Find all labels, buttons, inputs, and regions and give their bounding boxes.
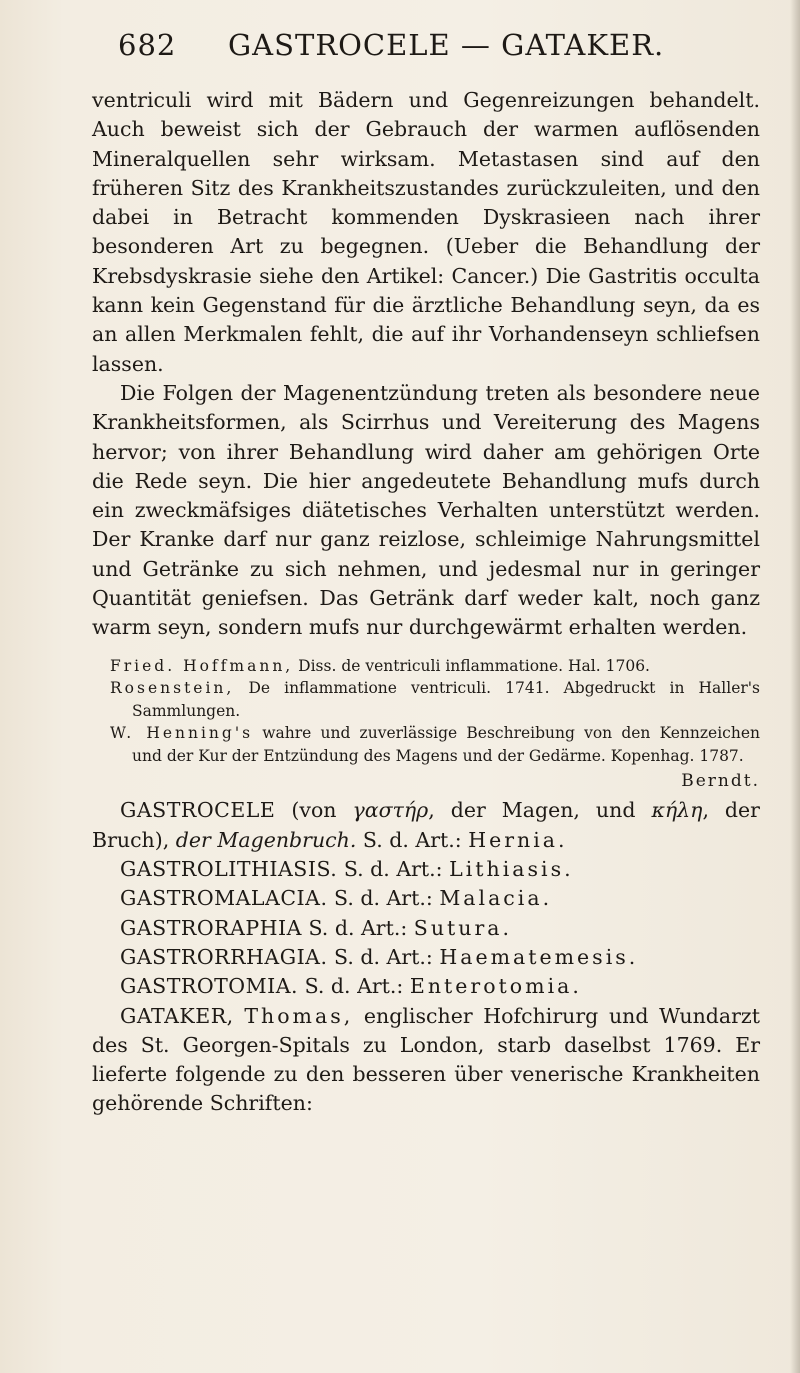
entry-term: GASTRORAPHIA [120, 915, 302, 940]
reference-author: Rosenstein, [110, 679, 235, 698]
article-author: Berndt. [681, 771, 760, 792]
see-also-target: Enterotomia. [409, 974, 582, 999]
reference-text: De inflammatione ventriculi. 1741. Abgedruckt in Haller's Sammlungen. [132, 679, 760, 720]
entry-cross-ref [92, 855, 760, 884]
page-number: 682 [118, 28, 177, 62]
greek-word: κήλη [651, 798, 703, 823]
greek-word: γαστήρ [352, 798, 429, 823]
reference-item [92, 677, 760, 722]
see-also-label: S. d. Art.: [304, 974, 404, 999]
entry-gastrocele [92, 796, 760, 855]
entry-term: GASTROCELE [120, 798, 276, 823]
entry-cross-ref [92, 972, 760, 1001]
reference-author: Fried. Hoffmann, [110, 656, 294, 675]
see-also-target: Malacia. [439, 886, 553, 911]
entry-term: GASTROTOMIA. [120, 974, 299, 999]
entry-text: , der Bruch), [92, 798, 760, 852]
see-also-target: Sutura. [413, 915, 513, 940]
entry-text: englischer Hofchirurg und Wundarzt des St. Georgen-Spitals zu London, starb daselbst 1769. Er lieferte folgende zu den besseren über venerische Krankheiten gehörende Schriften: [92, 1003, 760, 1116]
entry-term: GATAKER, [120, 1003, 234, 1028]
bibliography [92, 655, 760, 768]
entry-translation: der Magenbruch. [175, 827, 357, 852]
running-header [118, 28, 758, 62]
paragraph-consequences: Die Folgen der Magenentzündung treten als besondere neue Krankheitsformen, als Scirrhus und Vereiterung des Magens hervor; von ihrer Behandlung wird daher am gehörigen Orte die Rede seyn. Die hier angedeutete Behandlung mufs durch ein zweckmäfsiges diätetisches Verhalten unterstützt werden. Der Kranke darf nur ganz reizlose, schleimige Nahrungsmittel und Getränke zu sich nehmen, und jedesmal nur in geringer Quantität geniefsen. Das Getränk darf weder kalt, noch ganz warm seyn, sondern mufs nur durchgewärmt erhalten werden. [92, 380, 760, 640]
entry-cross-ref [92, 943, 760, 972]
entry-text: (von [291, 798, 337, 823]
main-text [92, 86, 760, 1119]
reference-item [92, 655, 760, 678]
see-also-target: Hernia. [468, 827, 568, 852]
entry-gataker [92, 1002, 760, 1119]
see-also-label: S. d. Art.: [343, 857, 443, 882]
reference-author: W. Henning's [110, 724, 254, 743]
page-edge-shadow [790, 0, 800, 1373]
see-also-label: S. d. Art.: [334, 944, 433, 969]
reference-text: Diss. de ventriculi inflammatione. Hal. 1706. [298, 656, 650, 675]
see-also-label: S. d. Art.: [362, 827, 462, 852]
reference-text: wahre und zuverlässige Beschreibung von den Kennzeichen und der Kur der Entzündung des Magens und der Gedärme. Kopenhag. 1787. [132, 724, 761, 765]
reference-item [92, 722, 760, 767]
entry-term: GASTROLITHIASIS. [120, 857, 338, 882]
paragraph-continued: ventriculi wird mit Bädern und Gegenreizungen behandelt. Auch beweist sich der Gebrauch der warmen auflösenden Mineralquellen sehr wirksam. Metastasen sind auf den früheren Sitz des Krankheitszustandes zurückzuleiten, und den dabei in Betracht kommenden Dyskrasieen nach ihrer besonderen Art zu begegnen. (Ueber die Behandlung der Krebsdyskrasie siehe den Artikel: Cancer.) Die Gastritis occulta kann kein Gegenstand für die ärztliche Behandlung seyn, da es an allen Merkmalen fehlt, die auf ihr Vorhandenseyn schliefsen lassen. [92, 88, 760, 376]
entry-cross-ref [92, 884, 760, 913]
see-also-target: Lithiasis. [449, 857, 574, 882]
entry-text: , der Magen, und [428, 798, 636, 823]
entry-term: GASTROMALACIA. [120, 886, 328, 911]
entry-cross-ref [92, 914, 760, 943]
see-also-target: Haematemesis. [439, 944, 639, 969]
see-also-label: S. d. Art.: [334, 886, 433, 911]
running-title: GASTROCELE — GATAKER. [228, 28, 665, 62]
entry-term: GASTRORRHAGIA. [120, 944, 328, 969]
see-also-label: S. d. Art.: [308, 915, 408, 940]
entry-person-name: Thomas, [244, 1003, 354, 1028]
